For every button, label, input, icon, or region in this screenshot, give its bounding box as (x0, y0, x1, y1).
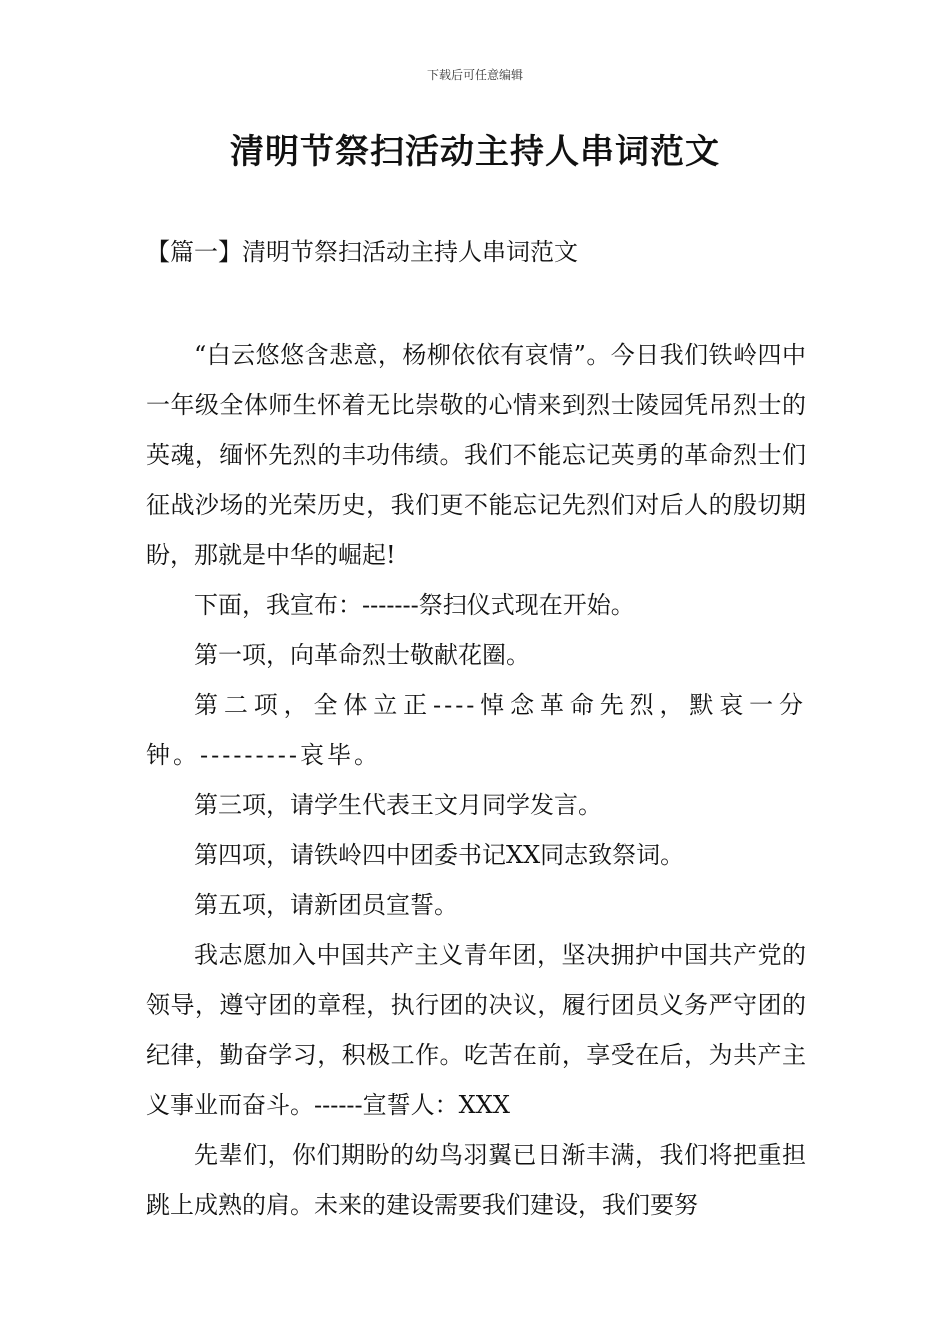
paragraph-oath: 我志愿加入中国共产主义青年团，坚决拥护中国共产党的领导，遵守团的章程，执行团的决议，履行团员义务严守团的纪律，勤奋学习，积极工作。吃苦在前，享受在后，为共产主义事业而奋斗。------宣誓人：XXX (146, 941, 806, 1119)
paragraph-announcement: 下面，我宣布：-------祭扫仪式现在开始。 (194, 591, 635, 619)
paragraph-item-2: 第二项，全体立正----悼念革命先烈，默哀一分钟。---------哀毕。 (146, 691, 806, 769)
header-note: 下载后可任意编辑 (426, 68, 523, 82)
section-heading: 【篇一】清明节祭扫活动主持人串词范文 (146, 238, 578, 266)
paragraph-item-3: 第三项，请学生代表王文月同学发言。 (194, 791, 602, 819)
paragraph-closing: 先辈们，你们期盼的幼鸟羽翼已日渐丰满，我们将把重担跳上成熟的肩。未来的建设需要我们建设，我们要努 (146, 1141, 806, 1219)
paragraph-item-5: 第五项，请新团员宣誓。 (194, 891, 458, 919)
paragraph-intro: “白云悠悠含悲意，杨柳依依有哀情”。今日我们铁岭四中一年级全体师生怀着无比崇敬的心情来到烈士陵园凭吊烈士的英魂，缅怀先烈的丰功伟绩。我们不能忘记英勇的革命烈士们征战沙场的光荣历史，我们更不能忘记先烈们对后人的殷切期盼，那就是中华的崛起! (146, 341, 806, 569)
paragraph-item-4: 第四项，请铁岭四中团委书记XX同志致祭词。 (194, 841, 685, 869)
document-body (146, 330, 806, 1230)
paragraph-item-1: 第一项，向革命烈士敬献花圈。 (194, 641, 530, 669)
document-title: 清明节祭扫活动主持人串词范文 (230, 132, 720, 172)
